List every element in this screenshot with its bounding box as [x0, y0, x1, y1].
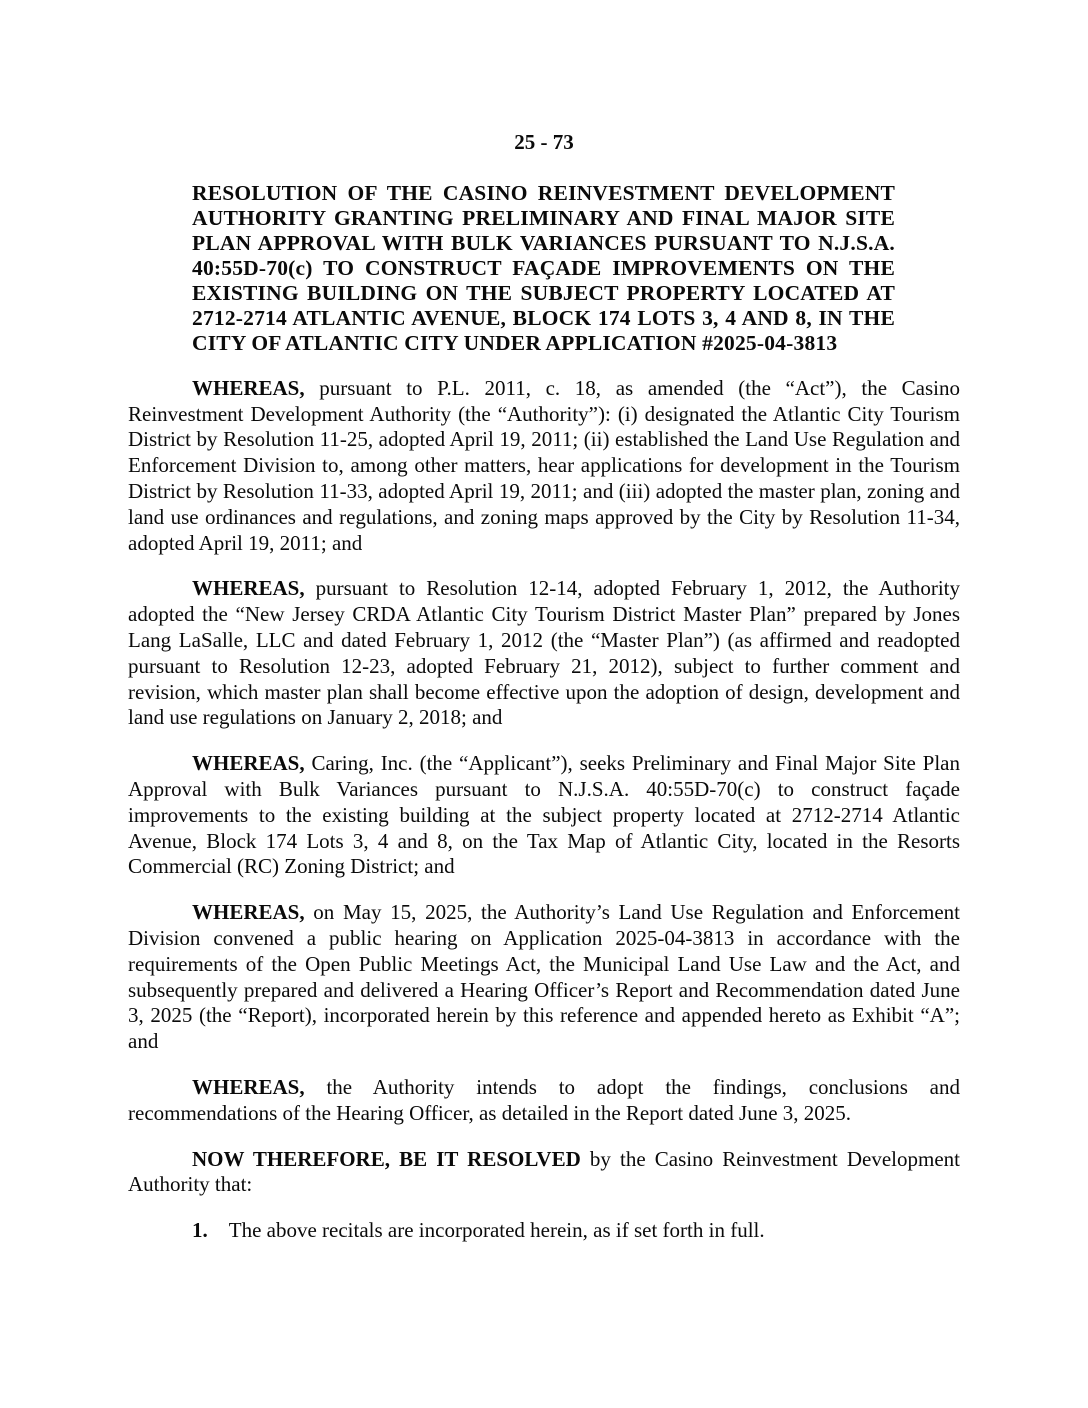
whereas-clause [128, 576, 960, 731]
whereas-text: on May 15, 2025, the Authority’s Land Use Regulation and Enforcement Division convened a public hearing on Application 2025-04-3813 in accordance with the requirements of the Open Public Meetings Act, the Municipal Land Use Law and the Act, and subsequently prepared and delivered a Hearing Officer’s Report and Recommendation dated June 3, 2025 (the “Report), incorporated herein by this reference and appended hereto as Exhibit “A”; and [128, 900, 960, 1054]
whereas-lead: WHEREAS, [192, 751, 305, 776]
whereas-text: pursuant to Resolution 12-14, adopted February 1, 2012, the Authority adopted the “New Jersey CRDA Atlantic City Tourism District Master Plan” prepared by Jones Lang LaSalle, LLC and dated February 1, 2012 (the “Master Plan”) (as affirmed and readopted pursuant to Resolution 12-23, adopted February 21, 2012), subject to further comment and revision, which master plan shall become effective upon the adoption of design, development and land use regulations on January 2, 2018; and [128, 576, 961, 730]
resolved-item-number: 1. [192, 1218, 208, 1243]
whereas-lead: WHEREAS, [192, 1074, 305, 1099]
whereas-lead: WHEREAS, [192, 900, 305, 925]
resolved-item-text: The above recitals are incorporated herein, as if set forth in full. [228, 1218, 765, 1243]
resolution-text: by the Casino Reinvestment Development Authority that: [128, 1146, 960, 1197]
resolution-clause [128, 1147, 960, 1199]
whereas-lead: WHEREAS, [192, 375, 305, 400]
whereas-text: Caring, Inc. (the “Applicant”), seeks Preliminary and Final Major Site Plan Approval with Bulk Variances pursuant to N.J.S.A. 40:55D-70(c) to construct façade improvements to the existing building at the subject property located at 2712-2714 Atlantic Avenue, Block 174 Lots 3, 4 and 8, on the Tax Map of Atlantic City, located in the Resorts Commercial (RC) Zoning District; and [128, 751, 961, 879]
whereas-clause [128, 900, 960, 1055]
whereas-clause [128, 376, 960, 557]
whereas-clause [128, 751, 960, 880]
whereas-clause [128, 1075, 960, 1127]
resolution-title: RESOLUTION OF THE CASINO REINVESTMENT DEVELOPMENT AUTHORITY GRANTING PRELIMINARY AND FINAL MAJOR SITE PLAN APPROVAL WITH BULK VARIANCES PURSUANT TO N.J.S.A. 40:55D-70(c) TO CONSTRUCT FAÇADE IMPROVEMENTS ON THE EXISTING BUILDING ON THE SUBJECT PROPERTY LOCATED AT 2712-2714 ATLANTIC AVENUE, BLOCK 174 LOTS 3, 4 AND 8, IN THE CITY OF ATLANTIC CITY UNDER APPLICATION #2025-04-3813 [192, 180, 895, 355]
whereas-lead: WHEREAS, [192, 576, 305, 601]
resolution-lead: NOW THEREFORE, BE IT RESOLVED [192, 1146, 581, 1171]
resolved-item [192, 1218, 960, 1244]
whereas-text: the Authority intends to adopt the findings, conclusions and recommendations of the Hearing Officer, as detailed in the Report dated June 3, 2025. [128, 1074, 961, 1125]
whereas-text: pursuant to P.L. 2011, c. 18, as amended (the “Act”), the Casino Reinvestment Development Authority (the “Authority”): (i) designated the Atlantic City Tourism District by Resolution 11-25, adopted April 19, 2011; (ii) established the Land Use Regulation and Enforcement Division to, among other matters, hear applications for development in the Tourism District by Resolution 11-33, adopted April 19, 2011; and (iii) adopted the master plan, zoning and land use ordinances and regulations, and zoning maps approved by the City by Resolution 11-34, adopted April 19, 2011; and [128, 375, 960, 555]
page-number: 25 - 73 [514, 130, 574, 154]
